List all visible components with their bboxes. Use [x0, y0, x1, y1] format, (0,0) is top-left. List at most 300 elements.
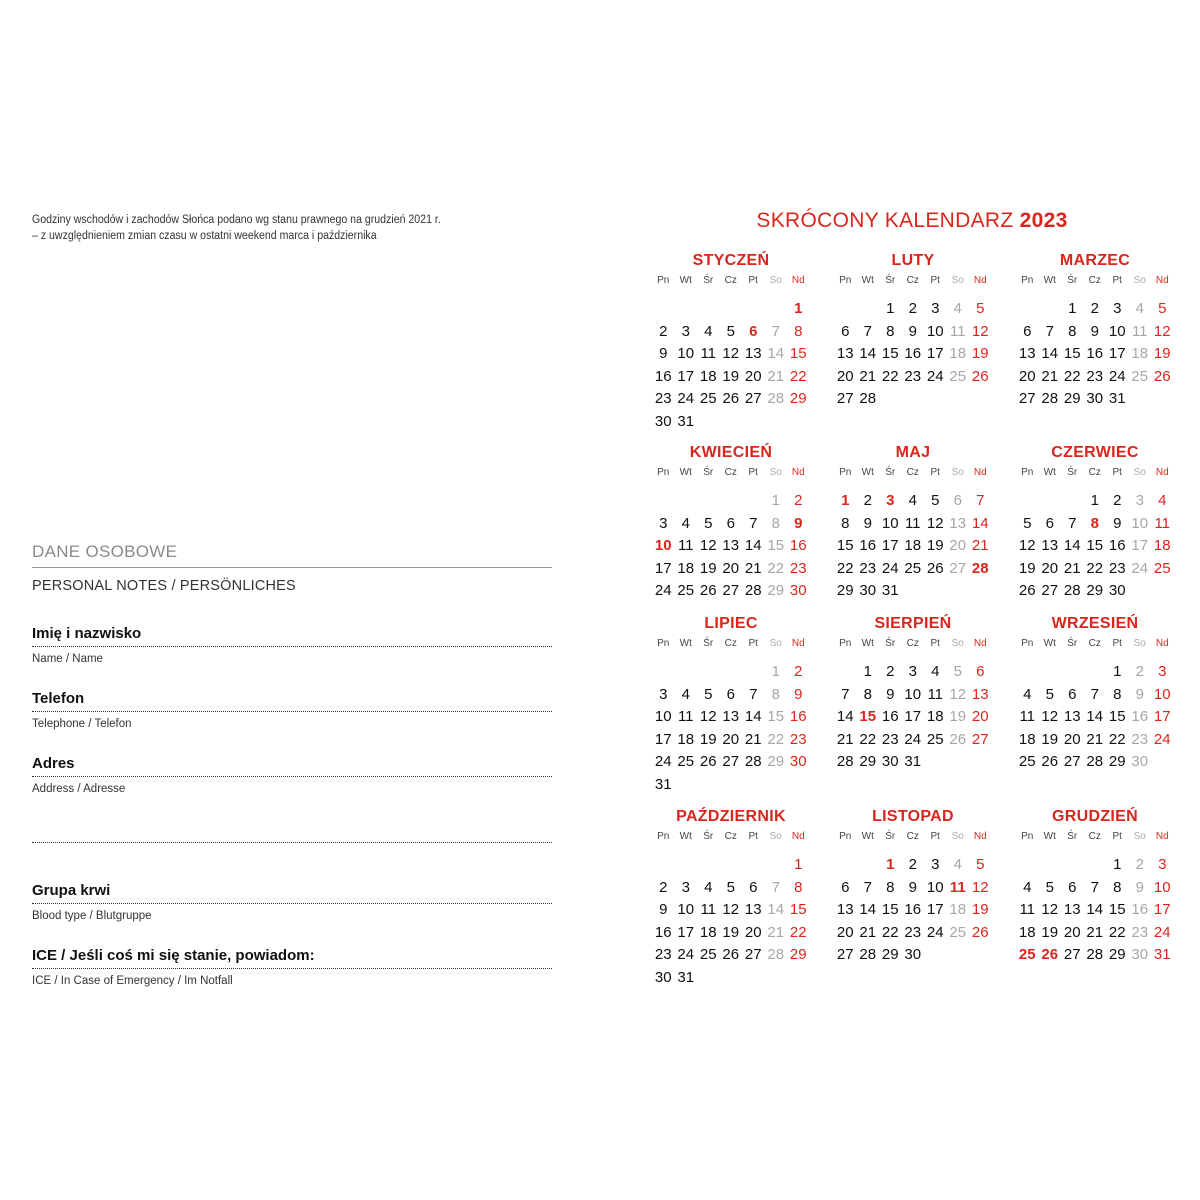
weekday-label: Pt: [748, 467, 758, 478]
day-cell: 22: [881, 367, 899, 385]
week-row: [1016, 343, 1174, 366]
week-row: [652, 411, 810, 434]
month-12: [1016, 806, 1174, 967]
day-cell: 25: [1018, 946, 1036, 964]
day-cell: 9: [908, 322, 917, 340]
day-cell: 2: [794, 663, 803, 680]
week-row: [1016, 899, 1174, 922]
week-row: [834, 729, 992, 752]
weekday-label: Pn: [1021, 638, 1034, 649]
empty-day-cell: [1061, 490, 1084, 513]
week-row: [834, 513, 992, 536]
day-cell: 5: [953, 663, 962, 680]
day-cell: 1: [886, 856, 895, 873]
day-cell: 7: [749, 685, 758, 703]
day-cell: 19: [1153, 345, 1171, 363]
day-cell: 28: [1063, 582, 1081, 600]
day-cell: 21: [859, 923, 877, 941]
day-cell: 20: [744, 367, 762, 385]
day-cell: 2: [1090, 300, 1099, 317]
day-cell: 7: [863, 322, 872, 340]
month-days: [834, 854, 992, 967]
week-row: [652, 684, 810, 707]
weekday-label: Pt: [748, 275, 758, 286]
ice-field[interactable]: [32, 947, 552, 988]
day-cell: 15: [1108, 901, 1126, 919]
day-cell: 3: [681, 322, 690, 340]
day-cell: 19: [1041, 923, 1059, 941]
empty-day-cell: [1084, 661, 1107, 684]
address-extra-sublabel: [32, 848, 552, 862]
day-cell: 24: [1153, 730, 1171, 748]
weekday-label: Nd: [973, 467, 987, 478]
day-cell: 6: [1023, 322, 1032, 340]
day-cell: 20: [722, 730, 740, 748]
day-cell: 11: [949, 322, 966, 340]
day-cell: 27: [722, 753, 740, 771]
day-cell: 2: [794, 492, 803, 509]
weekday-label: Pn: [657, 467, 670, 478]
week-row: [1016, 706, 1174, 729]
weekday-label: Wt: [679, 467, 692, 478]
day-cell: 29: [1063, 390, 1081, 408]
day-cell: 28: [744, 753, 762, 771]
day-cell: 14: [859, 345, 877, 363]
weekday-label: So: [769, 275, 782, 286]
day-cell: 17: [1153, 901, 1171, 919]
weekday-header: [834, 828, 992, 846]
week-row: [834, 661, 992, 684]
day-cell: 24: [926, 367, 944, 385]
day-cell: 25: [1018, 753, 1036, 771]
empty-day-cell: [1061, 854, 1084, 877]
empty-day-cell: [652, 298, 675, 321]
empty-day-cell: [652, 490, 675, 513]
day-cell: 7: [841, 685, 850, 703]
week-row: [652, 558, 810, 581]
month-name: LIPIEC: [704, 615, 758, 632]
day-cell: 27: [1063, 946, 1081, 964]
day-cell: 4: [681, 514, 690, 532]
day-cell: 23: [1086, 367, 1104, 385]
address-field[interactable]: [32, 755, 552, 796]
weekday-label: Wt: [1043, 275, 1056, 286]
day-cell: 4: [681, 685, 690, 703]
name-field[interactable]: [32, 625, 552, 666]
weekday-label: Nd: [1155, 467, 1169, 478]
day-cell: 6: [976, 663, 985, 680]
day-cell: 17: [881, 537, 899, 555]
week-row: [1016, 366, 1174, 389]
day-cell: 21: [1086, 923, 1104, 941]
day-cell: 21: [1063, 559, 1081, 577]
day-cell: 14: [836, 708, 854, 726]
weekday-label: Pt: [930, 467, 940, 478]
week-row: [834, 580, 992, 603]
weekday-header: [652, 828, 810, 846]
week-row: [834, 366, 992, 389]
weekday-label: Pt: [930, 638, 940, 649]
weekday-label: So: [769, 638, 782, 649]
day-cell: 11: [1019, 708, 1036, 726]
day-cell: 10: [654, 708, 672, 726]
day-cell: 6: [841, 322, 850, 340]
day-cell: 15: [881, 901, 899, 919]
empty-day-cell: [742, 298, 765, 321]
day-cell: 16: [904, 345, 922, 363]
day-cell: 23: [1131, 730, 1149, 748]
blood-type-field[interactable]: [32, 882, 552, 923]
weekday-label: Cz: [724, 467, 737, 478]
day-cell: 29: [789, 390, 807, 408]
day-cell: 22: [1108, 923, 1126, 941]
day-cell: 2: [863, 492, 872, 509]
month-name: LUTY: [891, 252, 935, 269]
weekday-header: [834, 272, 992, 290]
day-cell: 8: [1113, 878, 1122, 896]
day-cell: 29: [789, 946, 807, 964]
day-cell: 12: [971, 322, 989, 340]
day-cell: 26: [971, 923, 989, 941]
weekday-label: Wt: [861, 467, 874, 478]
weekday-label: Nd: [1155, 638, 1169, 649]
week-row: [1016, 944, 1174, 967]
week-row: [1016, 854, 1174, 877]
week-row: [1016, 513, 1174, 536]
day-cell: 25: [926, 730, 944, 748]
day-cell: 16: [881, 708, 899, 726]
weekday-label: Cz: [906, 638, 919, 649]
month-3: [1016, 250, 1174, 411]
month-days: [652, 490, 810, 603]
weekday-label: Śr: [1067, 467, 1078, 478]
calendar-year: 2023: [1019, 209, 1068, 232]
weekday-label: Wt: [861, 638, 874, 649]
day-cell: 2: [908, 300, 917, 317]
empty-day-cell: [765, 854, 788, 877]
empty-day-cell: [652, 661, 675, 684]
weekday-label: So: [951, 275, 964, 286]
day-cell: 12: [1018, 537, 1036, 555]
day-cell: 17: [1153, 708, 1171, 726]
day-cell: 31: [677, 412, 695, 430]
day-cell: 8: [1090, 514, 1099, 532]
day-cell: 11: [1131, 322, 1148, 340]
day-cell: 6: [1068, 878, 1077, 896]
day-cell: 3: [886, 492, 895, 509]
weekday-label: Pn: [839, 467, 852, 478]
day-cell: 3: [1158, 856, 1167, 873]
week-row: [1016, 751, 1174, 774]
day-cell: 10: [926, 878, 944, 896]
day-cell: 6: [726, 514, 735, 532]
day-cell: 8: [794, 878, 803, 896]
ice-field-line[interactable]: [32, 968, 552, 969]
weekday-label: Pt: [1112, 467, 1122, 478]
day-cell: 20: [836, 923, 854, 941]
name-field-label: Imię i nazwisko: [32, 625, 142, 642]
day-cell: 9: [1090, 322, 1099, 340]
day-cell: 18: [1131, 345, 1149, 363]
week-row: [834, 343, 992, 366]
day-cell: 12: [722, 901, 740, 919]
week-row: [652, 922, 810, 945]
weekday-label: Pn: [657, 831, 670, 842]
day-cell: 22: [859, 730, 877, 748]
empty-day-cell: [857, 298, 880, 321]
day-cell: 22: [767, 559, 785, 577]
day-cell: 30: [881, 753, 899, 771]
weekday-header: [834, 464, 992, 482]
month-8: [834, 613, 992, 774]
weekday-label: So: [1133, 275, 1146, 286]
weekday-header: [652, 635, 810, 653]
calendar-title: [652, 206, 1172, 236]
week-row: [834, 490, 992, 513]
weekday-label: Pn: [1021, 275, 1034, 286]
day-cell: 24: [1131, 559, 1149, 577]
day-cell: 17: [926, 901, 944, 919]
empty-day-cell: [675, 490, 698, 513]
day-cell: 21: [836, 730, 854, 748]
month-2: [834, 250, 992, 411]
day-cell: 8: [771, 514, 780, 532]
blood-type-line[interactable]: [32, 903, 552, 904]
empty-day-cell: [742, 854, 765, 877]
week-row: [652, 535, 810, 558]
day-cell: 16: [904, 901, 922, 919]
day-cell: 23: [881, 730, 899, 748]
day-cell: 26: [722, 390, 740, 408]
day-cell: 30: [1131, 946, 1149, 964]
week-row: [652, 854, 810, 877]
empty-day-cell: [675, 854, 698, 877]
weekday-label: So: [769, 467, 782, 478]
empty-day-cell: [675, 298, 698, 321]
day-cell: 14: [1086, 901, 1104, 919]
address-field-line[interactable]: [32, 776, 552, 777]
day-cell: 9: [794, 514, 803, 532]
day-cell: 6: [726, 685, 735, 703]
weekday-label: Wt: [679, 831, 692, 842]
weekday-label: So: [951, 638, 964, 649]
day-cell: 23: [859, 559, 877, 577]
day-cell: 13: [744, 345, 762, 363]
day-cell: 12: [926, 514, 944, 532]
day-cell: 10: [1131, 514, 1149, 532]
day-cell: 17: [1108, 345, 1126, 363]
week-row: [1016, 684, 1174, 707]
day-cell: 17: [677, 367, 695, 385]
day-cell: 30: [1131, 753, 1149, 771]
day-cell: 11: [700, 901, 717, 919]
day-cell: 2: [1135, 663, 1144, 680]
day-cell: 27: [722, 582, 740, 600]
weekday-label: So: [951, 831, 964, 842]
day-cell: 23: [789, 559, 807, 577]
day-cell: 4: [1023, 878, 1032, 896]
month-name: LISTOPAD: [872, 808, 954, 825]
day-cell: 3: [908, 663, 917, 680]
day-cell: 26: [1041, 946, 1059, 964]
day-cell: 17: [677, 923, 695, 941]
day-cell: 24: [1153, 923, 1171, 941]
day-cell: 20: [1041, 559, 1059, 577]
day-cell: 3: [681, 878, 690, 896]
month-1: [652, 250, 810, 434]
day-cell: 27: [949, 559, 967, 577]
day-cell: 1: [1113, 856, 1122, 873]
day-cell: 26: [949, 730, 967, 748]
day-cell: 16: [654, 367, 672, 385]
day-cell: 21: [1041, 367, 1059, 385]
empty-day-cell: [675, 661, 698, 684]
day-cell: 18: [904, 537, 922, 555]
name-field-line[interactable]: [32, 646, 552, 647]
day-cell: 26: [1018, 582, 1036, 600]
day-cell: 5: [704, 685, 713, 703]
weekday-label: Pn: [839, 638, 852, 649]
weekday-label: So: [951, 467, 964, 478]
day-cell: 19: [949, 708, 967, 726]
week-row: [834, 535, 992, 558]
week-row: [652, 321, 810, 344]
week-row: [1016, 580, 1174, 603]
day-cell: 22: [1108, 730, 1126, 748]
day-cell: 1: [1113, 663, 1122, 680]
week-row: [652, 343, 810, 366]
day-cell: 18: [677, 730, 695, 748]
day-cell: 24: [904, 730, 922, 748]
day-cell: 7: [771, 322, 780, 340]
day-cell: 10: [677, 345, 695, 363]
day-cell: 28: [767, 390, 785, 408]
day-cell: 28: [859, 390, 877, 408]
day-cell: 5: [726, 878, 735, 896]
day-cell: 9: [1135, 878, 1144, 896]
address-extra-line[interactable]: [32, 842, 552, 843]
day-cell: 28: [1041, 390, 1059, 408]
day-cell: 7: [863, 878, 872, 896]
weekday-label: Cz: [906, 467, 919, 478]
day-cell: 17: [654, 559, 672, 577]
weekday-label: Cz: [1088, 831, 1101, 842]
day-cell: 15: [767, 708, 785, 726]
day-cell: 2: [659, 322, 668, 340]
week-row: [652, 298, 810, 321]
day-cell: 31: [654, 775, 672, 793]
day-cell: 29: [1108, 946, 1126, 964]
day-cell: 16: [1131, 901, 1149, 919]
day-cell: 8: [886, 322, 895, 340]
day-cell: 11: [1019, 901, 1036, 919]
day-cell: 7: [1068, 514, 1077, 532]
day-cell: 9: [659, 901, 668, 919]
day-cell: 20: [971, 708, 989, 726]
day-cell: 27: [836, 946, 854, 964]
month-10: [652, 806, 810, 990]
month-days: [652, 661, 810, 797]
day-cell: 18: [699, 923, 717, 941]
weekday-header: [652, 272, 810, 290]
day-cell: 14: [1041, 345, 1059, 363]
day-cell: 13: [722, 708, 740, 726]
day-cell: 13: [836, 901, 854, 919]
weekday-label: Cz: [1088, 467, 1101, 478]
day-cell: 21: [767, 923, 785, 941]
address-field-label: Adres: [32, 755, 75, 772]
day-cell: 8: [794, 322, 803, 340]
day-cell: 4: [1135, 300, 1144, 317]
empty-day-cell: [857, 854, 880, 877]
month-name: WRZESIEŃ: [1051, 615, 1139, 632]
day-cell: 26: [1041, 753, 1059, 771]
day-cell: 17: [904, 708, 922, 726]
day-cell: 4: [704, 878, 713, 896]
day-cell: 16: [789, 537, 807, 555]
day-cell: 7: [1045, 322, 1054, 340]
day-cell: 13: [1063, 901, 1081, 919]
day-cell: 8: [1113, 685, 1122, 703]
empty-day-cell: [834, 854, 857, 877]
week-row: [652, 877, 810, 900]
day-cell: 12: [699, 708, 717, 726]
day-cell: 20: [744, 923, 762, 941]
day-cell: 19: [1041, 730, 1059, 748]
weekday-label: So: [1133, 467, 1146, 478]
empty-day-cell: [1039, 490, 1062, 513]
address-extra-field[interactable]: [32, 821, 552, 862]
day-cell: 31: [1108, 390, 1126, 408]
weekday-label: Nd: [1155, 275, 1169, 286]
empty-day-cell: [1016, 298, 1039, 321]
week-row: [1016, 558, 1174, 581]
day-cell: 27: [744, 390, 762, 408]
day-cell: 13: [722, 537, 740, 555]
day-cell: 1: [794, 856, 803, 873]
day-cell: 9: [886, 685, 895, 703]
day-cell: 29: [836, 582, 854, 600]
day-cell: 14: [767, 901, 785, 919]
week-row: [834, 944, 992, 967]
day-cell: 12: [1153, 322, 1171, 340]
day-cell: 19: [722, 923, 740, 941]
day-cell: 24: [881, 559, 899, 577]
day-cell: 19: [926, 537, 944, 555]
empty-day-cell: [697, 661, 720, 684]
day-cell: 28: [767, 946, 785, 964]
empty-day-cell: [1084, 854, 1107, 877]
empty-day-cell: [697, 298, 720, 321]
month-name: CZERWIEC: [1051, 444, 1139, 461]
week-row: [1016, 729, 1174, 752]
phone-field[interactable]: [32, 690, 552, 731]
day-cell: 9: [794, 685, 803, 703]
empty-day-cell: [697, 854, 720, 877]
day-cell: 20: [1063, 923, 1081, 941]
day-cell: 13: [1041, 537, 1059, 555]
day-cell: 16: [1108, 537, 1126, 555]
empty-day-cell: [742, 661, 765, 684]
phone-field-sublabel: Telephone / Telefon: [32, 718, 132, 730]
weekday-label: Śr: [703, 275, 714, 286]
phone-field-line[interactable]: [32, 711, 552, 712]
weekday-label: Pt: [1112, 275, 1122, 286]
day-cell: 21: [971, 537, 989, 555]
day-cell: 3: [659, 514, 668, 532]
weekday-label: Pn: [839, 831, 852, 842]
week-row: [1016, 877, 1174, 900]
